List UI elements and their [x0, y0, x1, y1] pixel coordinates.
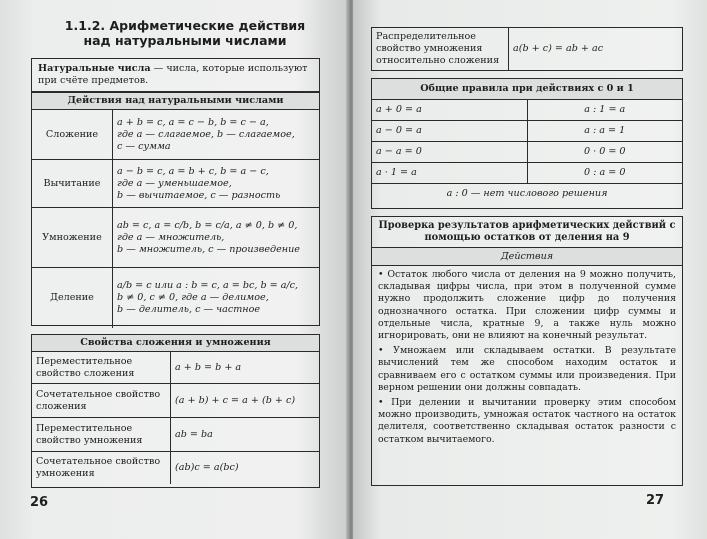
table-row	[32, 268, 319, 328]
table-row	[32, 352, 319, 384]
table-row	[372, 163, 682, 184]
table-row	[372, 184, 682, 204]
right-page	[353, 0, 707, 539]
definition-text: — числа, которые используют при счёте предметов.	[38, 63, 308, 86]
properties-box	[31, 334, 320, 488]
rules-header: Общие правила при действиях с 0 и 1	[372, 79, 682, 100]
property-formula: (a + b) + c = a + (b + c)	[171, 384, 320, 418]
table-row	[372, 28, 682, 70]
check-box	[371, 216, 683, 486]
page-number: 27	[646, 493, 665, 508]
property-name: Распределительное свойство умножения относительно сложения	[372, 28, 509, 70]
op-formula	[113, 110, 320, 160]
operations-header: Действия над натуральными числами	[32, 93, 319, 110]
property-name: Сочетательное свойство умножения	[32, 452, 171, 484]
natural-numbers-definition	[32, 59, 319, 92]
op-line: где a — уменьшаемое,	[117, 177, 232, 189]
rule-cell: a + 0 = a	[372, 100, 527, 121]
rule-cell: a : 1 = a	[527, 100, 682, 121]
rules-box	[371, 78, 683, 209]
property-name: Переместительное свойство сложения	[32, 352, 171, 384]
op-line: c — сумма	[117, 140, 171, 152]
op-line: где a — слагаемое, b — слагаемое,	[117, 128, 295, 140]
rule-cell: a · 1 = a	[372, 163, 527, 184]
operations-table	[32, 92, 319, 328]
check-paragraph: • Остаток любого числа от деления на 9 можно получить, складывая цифры числа, при этом в полученной сумме нужно продолжить сложение цифр до получения однозначного остатка. При сложении цифр суммы и отдельные числа, кратные 9, а также нуль можно игнорировать, они не влияют на конечный результат.	[378, 269, 676, 342]
distributive-box	[371, 27, 683, 71]
left-page	[0, 0, 350, 539]
property-formula: ab = ba	[171, 418, 320, 452]
op-formula	[113, 268, 320, 328]
check-paragraph: • При делении и вычитании проверку этим способом можно производить, умножая остаток частного на остаток делителя, соответственно складывая остаток разности с остатком вычитаемого.	[378, 397, 676, 445]
distributive-table	[372, 28, 682, 70]
table-row	[32, 452, 319, 484]
title-line-2: над натуральными числами	[83, 33, 287, 48]
op-formula	[113, 208, 320, 268]
rules-footer: a : 0 — нет числового решения	[372, 184, 682, 204]
page-number: 26	[30, 495, 49, 510]
op-name: Сложение	[32, 110, 113, 160]
property-name: Сочетательное свойство сложения	[32, 384, 171, 418]
rule-cell: a : a = 1	[527, 121, 682, 142]
table-row	[372, 142, 682, 163]
table-row	[32, 160, 319, 208]
section-title	[60, 18, 310, 48]
op-name: Умножение	[32, 208, 113, 268]
property-formula: (ab)c = a(bc)	[171, 452, 320, 484]
op-name: Деление	[32, 268, 113, 328]
rules-table	[372, 79, 682, 204]
table-row	[372, 100, 682, 121]
op-line: a + b = c, a = c − b, b = c − a,	[117, 116, 269, 128]
check-subheader: Действия	[372, 248, 682, 266]
op-line: b — множитель, c — произведение	[117, 243, 300, 255]
title-line-1: 1.1.2. Арифметические действия	[64, 18, 306, 33]
rule-cell: 0 · 0 = 0	[527, 142, 682, 163]
table-row	[32, 384, 319, 418]
op-line: a/b = c или a : b = c, a = bc, b = a/c,	[117, 279, 299, 291]
table-row	[32, 208, 319, 268]
table-row	[32, 110, 319, 160]
op-line: a − b = c, a = b + c, b = a − c,	[117, 165, 269, 177]
property-name: Переместительное свойство умножения	[32, 418, 171, 452]
op-line: b — вычитаемое, c — разность	[117, 189, 281, 201]
op-name: Вычитание	[32, 160, 113, 208]
property-formula: a(b + c) = ab + ac	[513, 43, 604, 54]
rule-cell: 0 : a = 0	[527, 163, 682, 184]
op-formula	[113, 160, 320, 208]
op-line: b ≠ 0, c ≠ 0, где a — делимое,	[117, 291, 269, 303]
op-line: ab = c, a = c/b, b = c/a, a ≠ 0, b ≠ 0,	[117, 219, 298, 231]
check-header: Проверка результатов арифметических действий с помощью остатков от деления на 9	[372, 217, 682, 248]
property-formula: a + b = b + a	[171, 352, 320, 384]
table-row	[32, 418, 319, 452]
rule-cell: a − 0 = a	[372, 121, 527, 142]
operations-box	[31, 58, 320, 326]
rule-cell: a − a = 0	[372, 142, 527, 163]
check-paragraph: • Умножаем или складываем остатки. В результате вычислений тем же способом находим остаток и сравниваем его с остатком суммы или произведения. При верном решении они должны совпадать.	[378, 345, 676, 393]
table-row	[372, 121, 682, 142]
properties-table	[32, 335, 319, 484]
definition-term: Натуральные числа	[38, 63, 151, 74]
op-line: где a — множитель,	[117, 231, 225, 243]
op-line: b — делитель, c — частное	[117, 303, 261, 315]
properties-header: Свойства сложения и умножения	[32, 335, 319, 352]
